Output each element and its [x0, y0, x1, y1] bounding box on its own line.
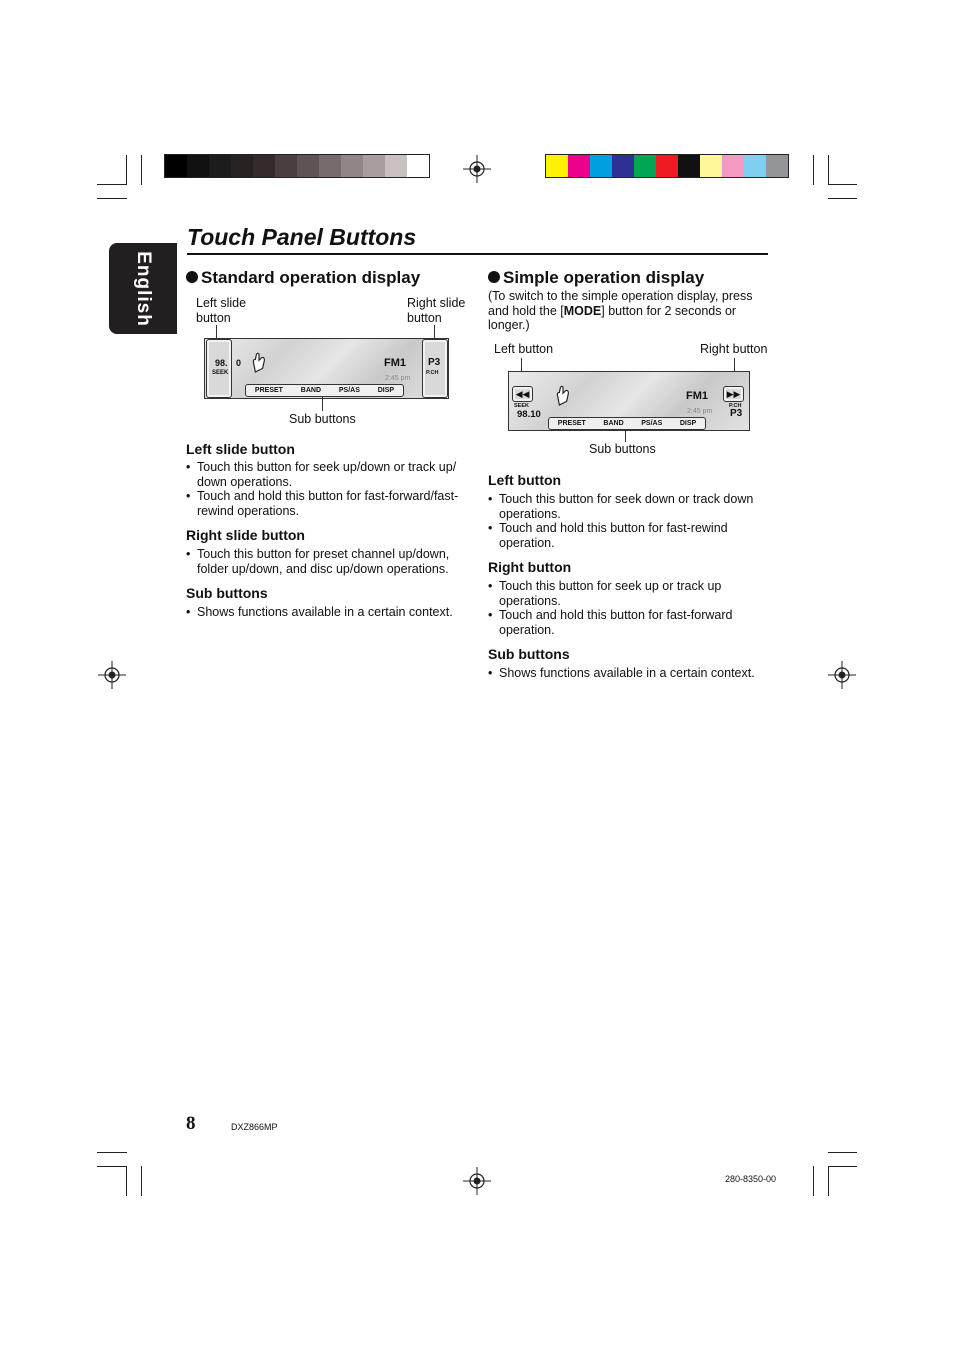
color-swatch: [656, 155, 678, 177]
list-item: • Touch this button for seek up/down or track up/ down operations.: [186, 460, 468, 489]
sub-buttons: [548, 417, 706, 430]
color-swatch: [187, 155, 209, 177]
crop-mark: [141, 1166, 142, 1196]
display-time: 2:45 pm: [687, 408, 713, 415]
color-swatch: [546, 155, 568, 177]
simple-heading-text: Simple operation display: [503, 268, 705, 287]
left-button-label: Left button: [494, 342, 554, 356]
crop-mark: [126, 155, 127, 185]
intro-text-b: ] button for 2 seconds or longer.): [488, 303, 737, 332]
display-seek: SEEK: [514, 403, 529, 409]
sub-buttons: [245, 384, 404, 397]
color-swatch: [700, 155, 722, 177]
sub-button-disp[interactable]: DISP: [679, 420, 697, 427]
registration-mark-icon: [463, 155, 491, 183]
bullet-dot-icon: [488, 271, 500, 283]
right-button-title: Right button: [488, 559, 572, 575]
model-number: DXZ866MP: [231, 1122, 278, 1132]
simple-intro: [488, 289, 770, 333]
sub-button-preset[interactable]: PRESET: [557, 420, 586, 427]
gray-calibration-bar: [164, 154, 430, 178]
intro-text-a: (To switch to the simple operation display, press and hold the [: [488, 289, 753, 318]
color-swatch: [231, 155, 253, 177]
left-button[interactable]: ◀◀: [512, 386, 533, 402]
standard-display-image: [204, 338, 449, 399]
color-swatch: [275, 155, 297, 177]
document-code: 280-8350-00: [725, 1174, 777, 1184]
simple-heading: [488, 268, 704, 288]
list-item: • Touch this button for seek up or track up operations.: [488, 579, 768, 608]
leader-line: [216, 325, 217, 338]
right-slide-label-line1: Right slide: [407, 296, 466, 310]
title-divider: [187, 253, 768, 255]
registration-mark-icon: [828, 661, 856, 689]
hand-touch-icon: [250, 352, 268, 374]
sub-buttons-list: [488, 666, 768, 681]
sub-button-band[interactable]: BAND: [603, 420, 624, 427]
sub-button-disp[interactable]: DISP: [377, 387, 395, 394]
sub-button-preset[interactable]: PRESET: [254, 387, 283, 394]
display-preset: P3: [730, 408, 743, 419]
hand-touch-icon: [554, 385, 572, 407]
display-pch: P.CH: [729, 403, 742, 409]
right-slide-title: Right slide button: [186, 527, 305, 543]
color-swatch: [766, 155, 788, 177]
leader-line: [322, 397, 323, 411]
crop-mark: [828, 155, 829, 185]
left-slide-button[interactable]: [206, 339, 232, 398]
crop-mark: [97, 1166, 127, 1167]
right-slide-label: [407, 296, 465, 325]
color-swatch: [407, 155, 429, 177]
sub-buttons-list: [186, 605, 468, 620]
right-button[interactable]: ▶▶: [723, 386, 744, 402]
intro-mode-key: MODE: [563, 303, 602, 318]
display-frequency: 98.: [215, 358, 228, 368]
sub-buttons-title: Sub buttons: [186, 585, 268, 601]
language-label: English: [133, 251, 154, 327]
color-swatch: [385, 155, 407, 177]
language-tab: [109, 243, 177, 334]
registration-mark-icon: [98, 661, 126, 689]
color-swatch: [678, 155, 700, 177]
right-slide-label-line2: button: [407, 310, 442, 325]
bullet-dot-icon: [186, 271, 198, 283]
crop-mark: [828, 184, 857, 185]
display-frequency: 98.10: [517, 409, 541, 420]
crop-mark: [828, 1152, 857, 1153]
leader-line: [625, 429, 626, 442]
sub-button-psas[interactable]: PS/AS: [641, 420, 663, 427]
color-swatch: [363, 155, 385, 177]
list-item: • Shows functions available in a certain context.: [186, 605, 468, 620]
sub-button-psas[interactable]: PS/AS: [338, 387, 360, 394]
right-slide-button[interactable]: [422, 339, 448, 398]
right-button-label: Right button: [700, 342, 768, 356]
right-button-list: [488, 579, 768, 637]
simple-display-image: [508, 371, 750, 431]
right-slide-list: [186, 547, 468, 576]
color-swatch: [297, 155, 319, 177]
display-band: FM1: [384, 357, 406, 369]
left-slide-label-line2: button: [196, 310, 231, 325]
color-swatch: [209, 155, 231, 177]
left-slide-list: [186, 460, 468, 518]
page-title: Touch Panel Buttons: [187, 224, 417, 250]
color-swatch: [590, 155, 612, 177]
list-item: • Shows functions available in a certain context.: [488, 666, 768, 681]
page-number: 8: [186, 1113, 196, 1134]
color-swatch: [319, 155, 341, 177]
left-button-list: [488, 492, 768, 550]
standard-heading: [186, 268, 420, 288]
crop-mark: [141, 155, 142, 185]
color-calibration-bar: [545, 154, 789, 178]
display-band: FM1: [686, 390, 708, 402]
sub-buttons-label: Sub buttons: [589, 442, 656, 456]
sub-button-band[interactable]: BAND: [300, 387, 322, 394]
color-swatch: [165, 155, 187, 177]
sub-buttons-label: Sub buttons: [289, 412, 356, 426]
display-frequency-end: 0: [236, 358, 242, 368]
crop-mark: [97, 1152, 127, 1153]
color-swatch: [341, 155, 363, 177]
display-seek: SEEK: [212, 370, 229, 376]
color-swatch: [634, 155, 656, 177]
display-pch: P.CH: [426, 370, 439, 376]
display-time: 2:45 pm: [385, 375, 411, 382]
display-preset: P3: [428, 357, 441, 368]
left-button-title: Left button: [488, 472, 562, 488]
list-item: • Touch and hold this button for fast-forward operation.: [488, 608, 768, 637]
color-swatch: [722, 155, 744, 177]
crop-mark: [97, 198, 127, 199]
crop-mark: [97, 184, 127, 185]
leader-line: [434, 325, 435, 338]
color-swatch: [253, 155, 275, 177]
crop-mark: [828, 198, 857, 199]
list-item: • Touch and hold this button for fast-rewind operation.: [488, 521, 768, 550]
standard-heading-text: Standard operation display: [201, 268, 421, 287]
list-item: • Touch this button for preset channel up/down, folder up/down, and disc up/down operations.: [186, 547, 468, 576]
left-slide-title: Left slide button: [186, 441, 295, 457]
crop-mark: [828, 1166, 857, 1167]
list-item: • Touch and hold this button for fast-forward/fast- rewind operations.: [186, 489, 468, 518]
list-item: • Touch this button for seek down or track down operations.: [488, 492, 768, 521]
color-swatch: [744, 155, 766, 177]
sub-buttons-title: Sub buttons: [488, 646, 570, 662]
left-slide-label-line1: Left slide: [196, 296, 247, 310]
left-slide-label: [196, 296, 246, 325]
crop-mark: [813, 155, 814, 185]
color-swatch: [568, 155, 590, 177]
crop-mark: [828, 1166, 829, 1196]
registration-mark-icon: [463, 1167, 491, 1195]
color-swatch: [612, 155, 634, 177]
crop-mark: [126, 1166, 127, 1196]
crop-mark: [813, 1166, 814, 1196]
